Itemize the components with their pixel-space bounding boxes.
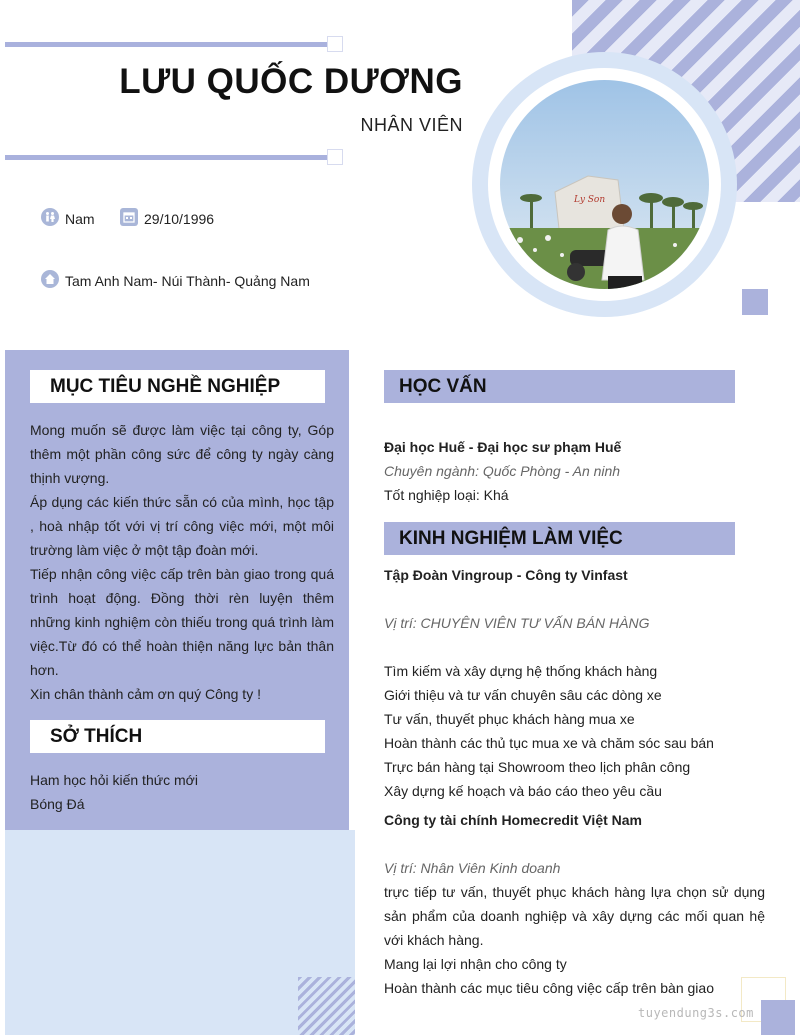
birthday-value: 29/10/1996 xyxy=(144,211,215,227)
decorative-hatch xyxy=(298,977,355,1035)
hobbies-heading: SỞ THÍCH xyxy=(30,720,325,753)
watermark: tuyendung3s.com xyxy=(638,1006,754,1020)
decorative-corner-square xyxy=(761,1000,795,1035)
job-position: Vị trí: CHUYÊN VIÊN TƯ VẤN BÁN HÀNG xyxy=(384,615,650,631)
job-duties xyxy=(384,659,765,803)
hobby-item: Bóng Đá xyxy=(30,796,85,812)
education-school: Đại học Huế - Đại học sư phạm Huế xyxy=(384,439,622,455)
header-top-rule xyxy=(5,42,327,47)
education-grade: Tốt nghiệp loại: Khá xyxy=(384,487,509,503)
candidate-name: LƯU QUỐC DƯƠNG xyxy=(119,62,463,101)
objective-paragraph: Mong muốn sẽ được làm việc tại công ty, Góp thêm một phần công sức để công ty ngày càng thịnh vượng. xyxy=(30,422,334,486)
experience-heading: KINH NGHIỆM LÀM VIỆC xyxy=(384,522,735,555)
gender-value: Nam xyxy=(65,211,95,227)
calendar-icon xyxy=(120,208,138,226)
job-position: Vị trí: Nhân Viên Kinh doanh xyxy=(384,860,561,876)
objective-paragraph: Xin chân thành cảm ơn quý Công ty ! xyxy=(30,686,261,702)
education-major: Chuyên ngành: Quốc Phòng - An ninh xyxy=(384,463,621,479)
job-duty: Trực bán hàng tại Showroom theo lịch phân công xyxy=(384,759,691,775)
job-company: Công ty tài chính Homecredit Việt Nam xyxy=(384,812,643,828)
header-bottom-rule xyxy=(5,155,327,160)
job-duty: Giới thiệu và tư vấn chuyên sâu các dòng xe xyxy=(384,687,662,703)
job-company: Tập Đoàn Vingroup - Công ty Vinfast xyxy=(384,567,628,583)
objective-paragraph: Áp dụng các kiến thức sẵn có của mình, học tập , hoà nhập tốt với vị trí công việc mới, một môi trường làm việc ở một tập đoàn mới. xyxy=(30,494,334,558)
hobbies-list xyxy=(30,768,198,816)
job-duty: Xây dựng kế hoạch và báo cáo theo yêu cầu xyxy=(384,783,662,799)
objective-heading: MỤC TIÊU NGHỀ NGHIỆP xyxy=(30,370,325,403)
job-duty: Hoàn thành các mục tiêu công việc cấp trên bàn giao xyxy=(384,980,714,996)
address-value: Tam Anh Nam- Núi Thành- Quảng Nam xyxy=(65,273,310,289)
header-bottom-rule-end xyxy=(327,149,343,165)
job-duty: trực tiếp tư vấn, thuyết phục khách hàng lựa chọn sử dụng sản phẩm của doanh nghiệp và xây dựng các mối quan hệ với khách hàng. xyxy=(384,884,765,948)
job-duty: Hoàn thành các thủ tục mua xe và chăm sóc sau bán xyxy=(384,735,714,751)
job-duty: Tư vấn, thuyết phục khách hàng mua xe xyxy=(384,711,635,727)
job-duty: Mang lại lợi nhận cho công ty xyxy=(384,956,567,972)
education-heading: HỌC VẤN xyxy=(384,370,735,403)
gender-icon xyxy=(41,208,59,226)
profile-photo xyxy=(500,80,709,289)
decorative-square xyxy=(742,289,768,315)
job-duties xyxy=(384,880,765,1000)
hobby-item: Ham học hỏi kiến thức mới xyxy=(30,772,198,788)
job-duty: Tìm kiếm và xây dựng hệ thống khách hàng xyxy=(384,663,658,679)
header-top-rule-end xyxy=(327,36,343,52)
candidate-title: NHÂN VIÊN xyxy=(360,115,463,135)
objective-paragraph: Tiếp nhận công việc cấp trên bàn giao trong quá trình hoạt động. Đồng thời rèn luyện thêm những kinh nghiệm còn thiếu trong quá trình làm việc.Từ đó có thể hoàn thiện năng lực bản thân hơn. xyxy=(30,566,334,678)
svg-text:Ly Son: Ly Son xyxy=(574,195,606,205)
home-icon xyxy=(41,270,59,288)
objective-text xyxy=(30,418,334,706)
